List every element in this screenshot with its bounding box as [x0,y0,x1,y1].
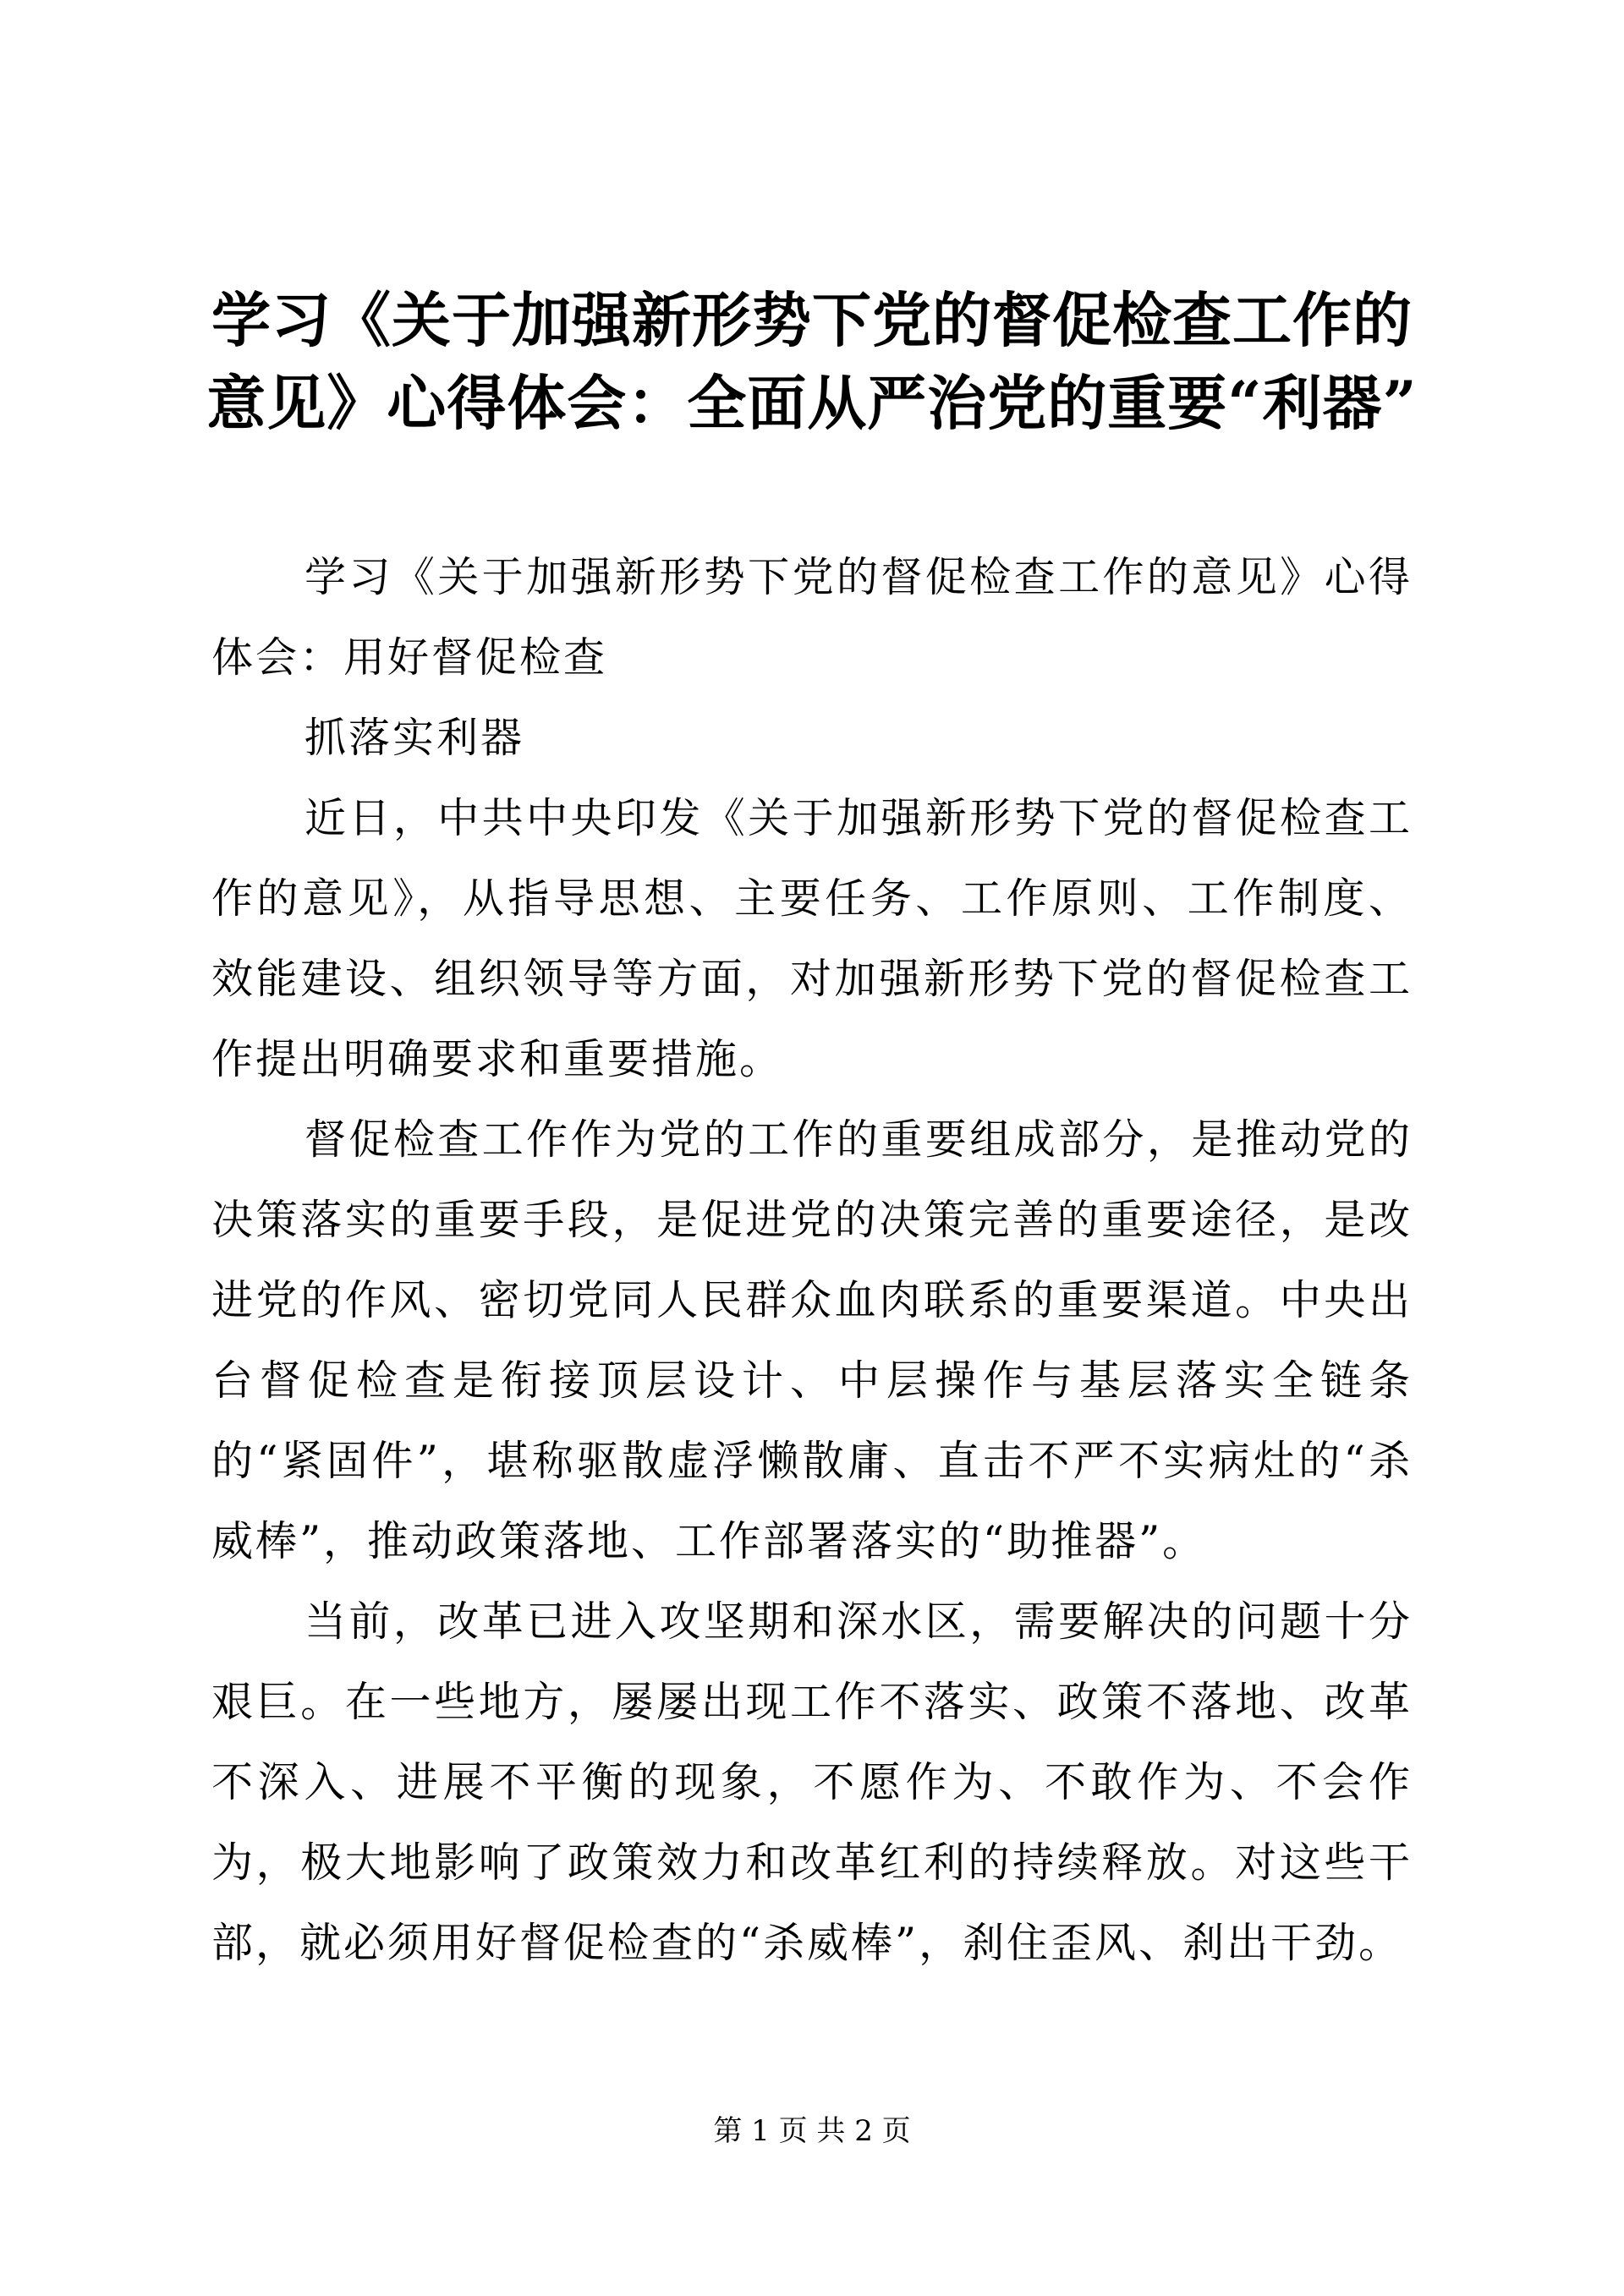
page-number-footer: 第 1 页 共 2 页 [713,2114,911,2148]
paragraph-4: 督促检查工作作为党的工作的重要组成部分，是推动党的决策落实的重要手段，是促进党的决策完善的重要途径，是改进党的作风、密切党同人民群众血肉联系的重要渠道。中央出台督促检查是衔接顶层设计、中层操作与基层落实全链条的“紧固件”，堪称驱散虚浮懒散庸、直击不严不实病灶的“杀威棒”，推动政策落地、工作部署落实的“助推器”。 [211,1115,1413,1565]
paragraph-3: 近日，中共中央印发《关于加强新形势下党的督促检查工作的意见》，从指导思想、主要任务、工作原则、工作制度、效能建设、组织领导等方面，对加强新形势下党的督促检查工作提出明确要求和重要措施。 [211,794,1413,1083]
paragraph-1: 学习《关于加强新形势下党的督促检查工作的意见》心得体会：用好督促检查 [211,553,1413,682]
document-body [211,537,1413,1983]
document-title: 学习《关于加强新形势下党的督促检查工作的意见》心得体会：全面从严治党的重要“利器” [206,285,1418,438]
paragraph-2: 抓落实利器 [304,714,525,762]
paragraph-5: 当前，改革已进入攻坚期和深水区，需要解决的问题十分艰巨。在一些地方，屡屡出现工作不落实、政策不落地、改革不深入、进展不平衡的现象，不愿作为、不敢作为、不会作为，极大地影响了政策效力和改革红利的持续释放。对这些干部，就必须用好督促检查的“杀威棒”，刹住歪风、刹出干劲。 [211,1597,1413,1967]
